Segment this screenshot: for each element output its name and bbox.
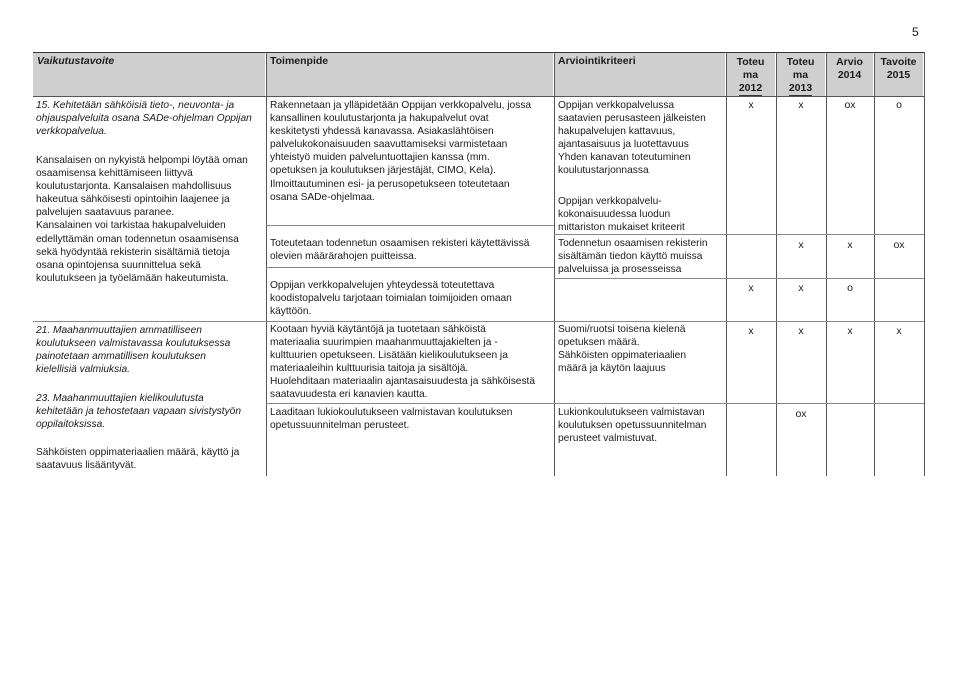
header-goal: Vaikutustavoite [33, 52, 266, 96]
criteria-line: koulutustarjonnassa [558, 165, 649, 177]
action-line: opetuksen ja koulutuksen järjestäjät, CIMO, Kela). [270, 165, 496, 177]
criteria-line: ajantasaisuus ja luotettavuus [558, 139, 689, 151]
mark-2014: o [847, 282, 853, 294]
mark-2013: x [798, 239, 804, 251]
mark-2012: x [748, 282, 754, 294]
goal-line: ohjauspalveluita osana SADe-ohjelman Oppijan [36, 113, 252, 125]
header-bottom-border [33, 96, 924, 97]
row-separator-7 [554, 321, 924, 322]
row-separator-1 [266, 225, 554, 226]
column-divider-6 [874, 52, 875, 476]
header-actual-2012-line2: ma [742, 69, 759, 81]
mark-2013: x [798, 325, 804, 337]
goal-line: osaamisensa kehittämiseen liittyvä [36, 168, 193, 180]
criteria-line: koulutuksen opetussuunnitelman [558, 420, 707, 432]
action-line: kansallinen koulutustarjonta ja hakupalvelut ovat [270, 113, 489, 125]
action-line: Ilmoittautuminen esi- ja perusopetukseen toteutetaan [270, 178, 510, 190]
action-line: osana SADe-ohjelmaa. [270, 191, 375, 203]
goal-15-description [36, 154, 264, 285]
goal-line: Kansalainen voi tarkistaa hakupalveluiden [36, 220, 226, 232]
mark-2013: x [798, 282, 804, 294]
header-estimate-2014-year: 2014 [837, 69, 862, 81]
table-top-border [33, 52, 924, 53]
column-divider-5 [826, 52, 827, 476]
column-divider-2 [554, 52, 555, 476]
goal-line: 15. Kehitetään sähköisiä tieto-, neuvonta- ja [36, 100, 235, 111]
goal-separator [33, 321, 266, 322]
goal-23 [36, 392, 264, 431]
criteria-line: Suomi/ruotsi toisena kielenä [558, 324, 686, 335]
criteria-4 [558, 323, 724, 375]
mark-2014: x [847, 325, 853, 337]
row-separator-4 [266, 403, 554, 404]
mark-2013: x [798, 99, 804, 111]
action-line: Toteutetaan todennetun osaamisen rekisteri käytettävissä [270, 238, 530, 249]
action-line: Oppijan verkkopalvelujen yhteydessä toteutettava [270, 280, 495, 291]
action-line: olevien määrärahojen puitteissa. [270, 251, 417, 263]
header-actual-2013-line1: Toteu [786, 56, 815, 68]
goal-line: osana opintojensa suunnittelua sekä [36, 259, 201, 271]
header-actual-2013-line2: ma [792, 69, 809, 81]
mark-2014: ox [844, 99, 856, 111]
goal-line: edellyttämän oman todennetun osaamisensa [36, 233, 239, 245]
criteria-5 [558, 406, 724, 445]
mark-2012: x [748, 325, 754, 337]
goal-line: palvelujen saatavuus paranee. [36, 207, 175, 219]
header-criteria: Arviointikriteeri [554, 52, 726, 96]
mark-2012: x [748, 99, 754, 111]
criteria-1b [558, 195, 724, 234]
row-separator-8 [554, 403, 924, 404]
criteria-line: Oppijan verkkopalvelu- [558, 196, 662, 207]
criteria-line: hakupalvelujen kattavuus, [558, 126, 676, 138]
row-separator-3 [266, 321, 554, 322]
action-line: käyttöön. [270, 306, 312, 318]
row-separator-2 [266, 267, 554, 268]
action-4 [270, 323, 552, 402]
goal-line: hakeutua sähköisesti opintoihin laajenee ja [36, 194, 230, 206]
action-2 [270, 237, 552, 263]
goal-line: 21. Maahanmuuttajien ammatilliseen [36, 325, 202, 336]
header-target-2015 [874, 52, 924, 96]
action-line: kulttuurien opetukseen. Lisätään kielikoulutukseen ja [270, 350, 508, 362]
mark-2015: ox [893, 239, 905, 251]
action-3 [270, 279, 552, 318]
criteria-line: kokonaisuudessa luodun [558, 209, 671, 221]
action-line: saatavuudesta eri kanavien kautta. [270, 389, 428, 401]
header-action: Toimenpide [266, 52, 554, 96]
goal-line: koulutukseen ja työelämään hakeutumista. [36, 272, 229, 284]
criteria-line: Oppijan verkkopalvelussa [558, 100, 675, 111]
row-separator-6 [554, 278, 924, 279]
criteria-line: perusteet valmistuvat. [558, 433, 658, 445]
action-5 [270, 406, 552, 432]
action-line: Rakennetaan ja ylläpidetään Oppijan verkkopalvelu, jossa [270, 100, 532, 111]
action-line: Laaditaan lukiokoulutukseen valmistavan koulutuksen [270, 407, 513, 418]
criteria-line: Sähköisten oppimateriaalien [558, 350, 686, 362]
goal-line: Sähköisten oppimateriaalien määrä, käyttö ja [36, 447, 240, 458]
criteria-line: palveluissa ja prosesseissa [558, 264, 682, 276]
header-actual-2013-year: 2013 [788, 82, 813, 94]
criteria-line: sisältämän tiedon käyttö muissa [558, 251, 703, 263]
criteria-line: mittariston mukaiset kriteerit [558, 222, 685, 234]
action-line: koodistopalvelu tarjotaan toimialan toimijoiden omaan [270, 293, 512, 305]
header-actual-2012-year: 2012 [738, 82, 763, 94]
goal-21 [36, 324, 264, 376]
goal-line: painotetaan ammatillisen koulutuksen [36, 351, 206, 363]
header-actual-2012-line1: Toteu [736, 56, 765, 68]
header-target-2015-year: 2015 [886, 69, 911, 81]
goal-15 [36, 99, 264, 138]
goal-line: oppilaitoksissa. [36, 419, 106, 431]
action-line: opetussuunnitelman perusteet. [270, 420, 410, 432]
criteria-line: Todennetun osaamisen rekisterin [558, 238, 708, 249]
criteria-line: saatavien perusasteen jälkeisten [558, 113, 706, 125]
goal-line: 23. Maahanmuuttajien kielikoulutusta [36, 393, 204, 404]
goal-materials [36, 446, 264, 472]
criteria-line: Lukionkoulutukseen valmistavan [558, 407, 705, 418]
goal-line: sekä hyödyntää rekisterin sisältämiä tietoja [36, 246, 230, 258]
action-line: Kootaan hyviä käytäntöjä ja tuotetaan sähköistä [270, 324, 486, 335]
header-target-2015-line1: Tavoite [880, 56, 917, 68]
goal-line: kielellisiä valmiuksia. [36, 364, 130, 376]
criteria-line: Yhden kanavan toteutuminen [558, 152, 691, 164]
action-line: Huolehditaan materiaalin ajantasaisuudesta ja sähköisestä [270, 376, 536, 388]
goal-line: koulutustarjonta. Kansalaisen mahdollisuus [36, 181, 232, 193]
action-line: materiaaleihin kulttuurisia taitoja ja sisältöjä. [270, 363, 469, 375]
page-number: 5 [912, 25, 919, 39]
action-line: keskitetysti yhdessä kanavassa. Asiakaslähtöisen [270, 126, 494, 138]
criteria-line: opetuksen määrä. [558, 337, 640, 349]
mark-2015: o [896, 99, 902, 111]
action-line: materiaalia suurimpien maahanmuuttajakielten ja - [270, 337, 498, 349]
criteria-1 [558, 99, 724, 178]
goal-line: Kansalaisen on nykyistä helpompi löytää oman [36, 155, 248, 166]
goal-line: kehitetään ja tehostetaan vapaan sivistystyön [36, 406, 242, 418]
column-divider-1 [266, 52, 267, 476]
column-divider-7 [924, 52, 925, 476]
mark-2014: x [847, 239, 853, 251]
action-1 [270, 99, 552, 204]
goal-line: koulutukseen valmistavassa koulutuksessa [36, 338, 231, 350]
goal-line: verkkopalvelua. [36, 126, 107, 138]
mark-2013: ox [795, 408, 807, 420]
header-estimate-2014 [826, 52, 874, 96]
header-estimate-2014-line1: Arvio [836, 56, 863, 68]
goal-line: saatavuus lisääntyvät. [36, 460, 137, 472]
criteria-2 [558, 237, 724, 276]
action-line: yhteistyö muiden palveluntuottajien kanssa (mm. [270, 152, 490, 164]
column-divider-3 [726, 52, 727, 476]
mark-2015: x [896, 325, 902, 337]
header-actual-2013 [776, 52, 826, 96]
criteria-line: määrä ja käytön laajuus [558, 363, 666, 375]
header-actual-2012 [726, 52, 776, 96]
action-line: palvelukokonaisuuden saavuttamiseksi varmistetaan [270, 139, 508, 151]
